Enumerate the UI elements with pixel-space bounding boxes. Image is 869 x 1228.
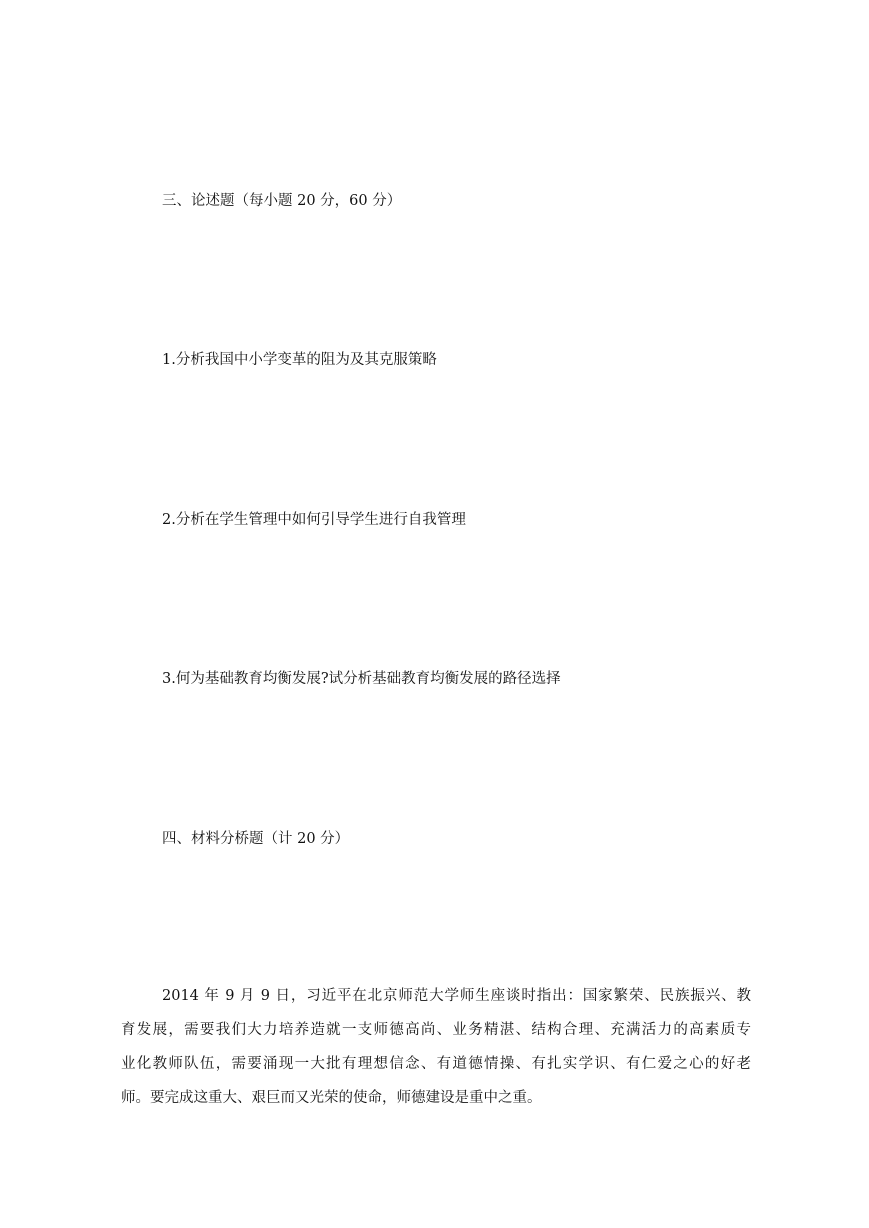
section-3-heading: 三、论述题（每小题 20 分，60 分） bbox=[162, 193, 402, 209]
material-line: 2014 年 9 月 9 日，习近平在北京师范大学师生座谈时指出：国家繁荣、民族振兴、教 bbox=[162, 988, 751, 1004]
section-4-heading: 四、材料分桥题（计 20 分） bbox=[162, 831, 350, 847]
material-line: 业化教师队伍，需要涌现一大批有理想信念、有道德情操、有扎实学识、有仁爱之心的好老 bbox=[121, 1056, 751, 1072]
material-line: 师。要完成这重大、艰巨而又光荣的使命，师德建设是重中之重。 bbox=[121, 1090, 542, 1106]
question-2: 2.分析在学生管理中如何引导学生进行自我管理 bbox=[162, 512, 466, 528]
question-3: 3.何为基础教育均衡发展?试分析基础教育均衡发展的路径选择 bbox=[162, 671, 561, 687]
material-line: 育发展，需要我们大力培养造就一支师德高尚、业务精湛、结构合理、充满活力的高素质专 bbox=[121, 1022, 751, 1038]
question-1: 1.分析我国中小学变革的阻为及其克服策略 bbox=[162, 352, 437, 368]
material-paragraph bbox=[121, 986, 751, 1122]
